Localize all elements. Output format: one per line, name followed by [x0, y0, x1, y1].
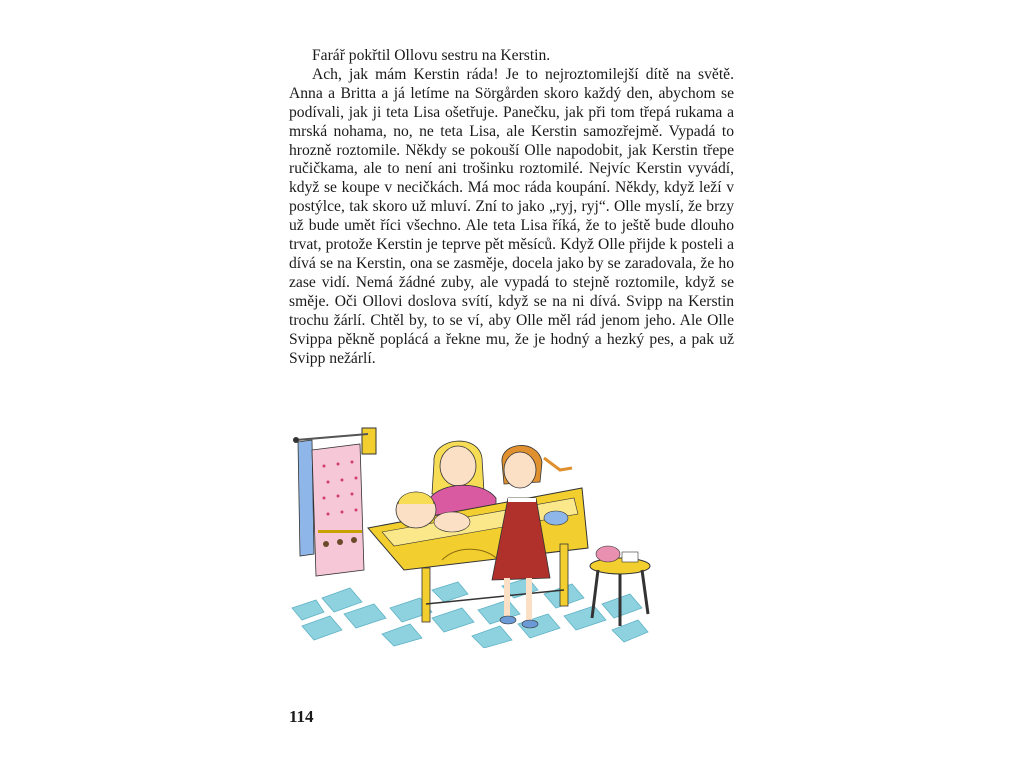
page-number: 114 [289, 707, 314, 726]
body-text [289, 47, 734, 368]
bath-illustration [282, 418, 672, 648]
towels [298, 440, 364, 576]
paragraph: Farář pokřtil Ollovu sestru na Kerstin. [312, 47, 551, 64]
paragraph: Ach, jak mám Kerstin ráda! Je to nejroztomilejší dítě na světě. Anna a Britta a já letíme na Sörgården skoro každý den, abychom se podívali, jak ji teta Lisa ošetřuje. Panečku, jak při tom třepá rukama a mrská nohama, no, ne teta Lisa, ale Kerstin samozřejmě. Vypadá to hrozně roztomile. Někdy se pokouší Olle napodobit, jak Kerstin třepe ručičkama, ale to není ani trošinku roztomilé. Nejvíc Kerstin vyvádí, když se koupe v necičkách. Má moc ráda koupání. Někdy, když leží v postýlce, tak skoro už mluví. Zní to jako „ryj, ryj“. Olle myslí, že brzy už bude umět říci všechno. Ale teta Lisa říká, že to ještě bude dlouho trvat, protože Kerstin je teprve pět měsíců. Když Olle přijde k posteli a dívá se na Kerstin, ona se zasměje, docela jako by se zaradovala, že ho zase vidí. Nemá žádné zuby, ale vypadá to stejně roztomile, když se směje. Oči Ollovi doslova svítí, když se na ni dívá. Svipp na Kerstin trochu žárlí. Chtěl by, to se ví, aby Olle měl rád jenom jeho. Ale Olle Svippa pěkně poplácá a řekne mu, že je hodný a hezký pes, a pak už Svipp nežárlí. [289, 65, 734, 367]
